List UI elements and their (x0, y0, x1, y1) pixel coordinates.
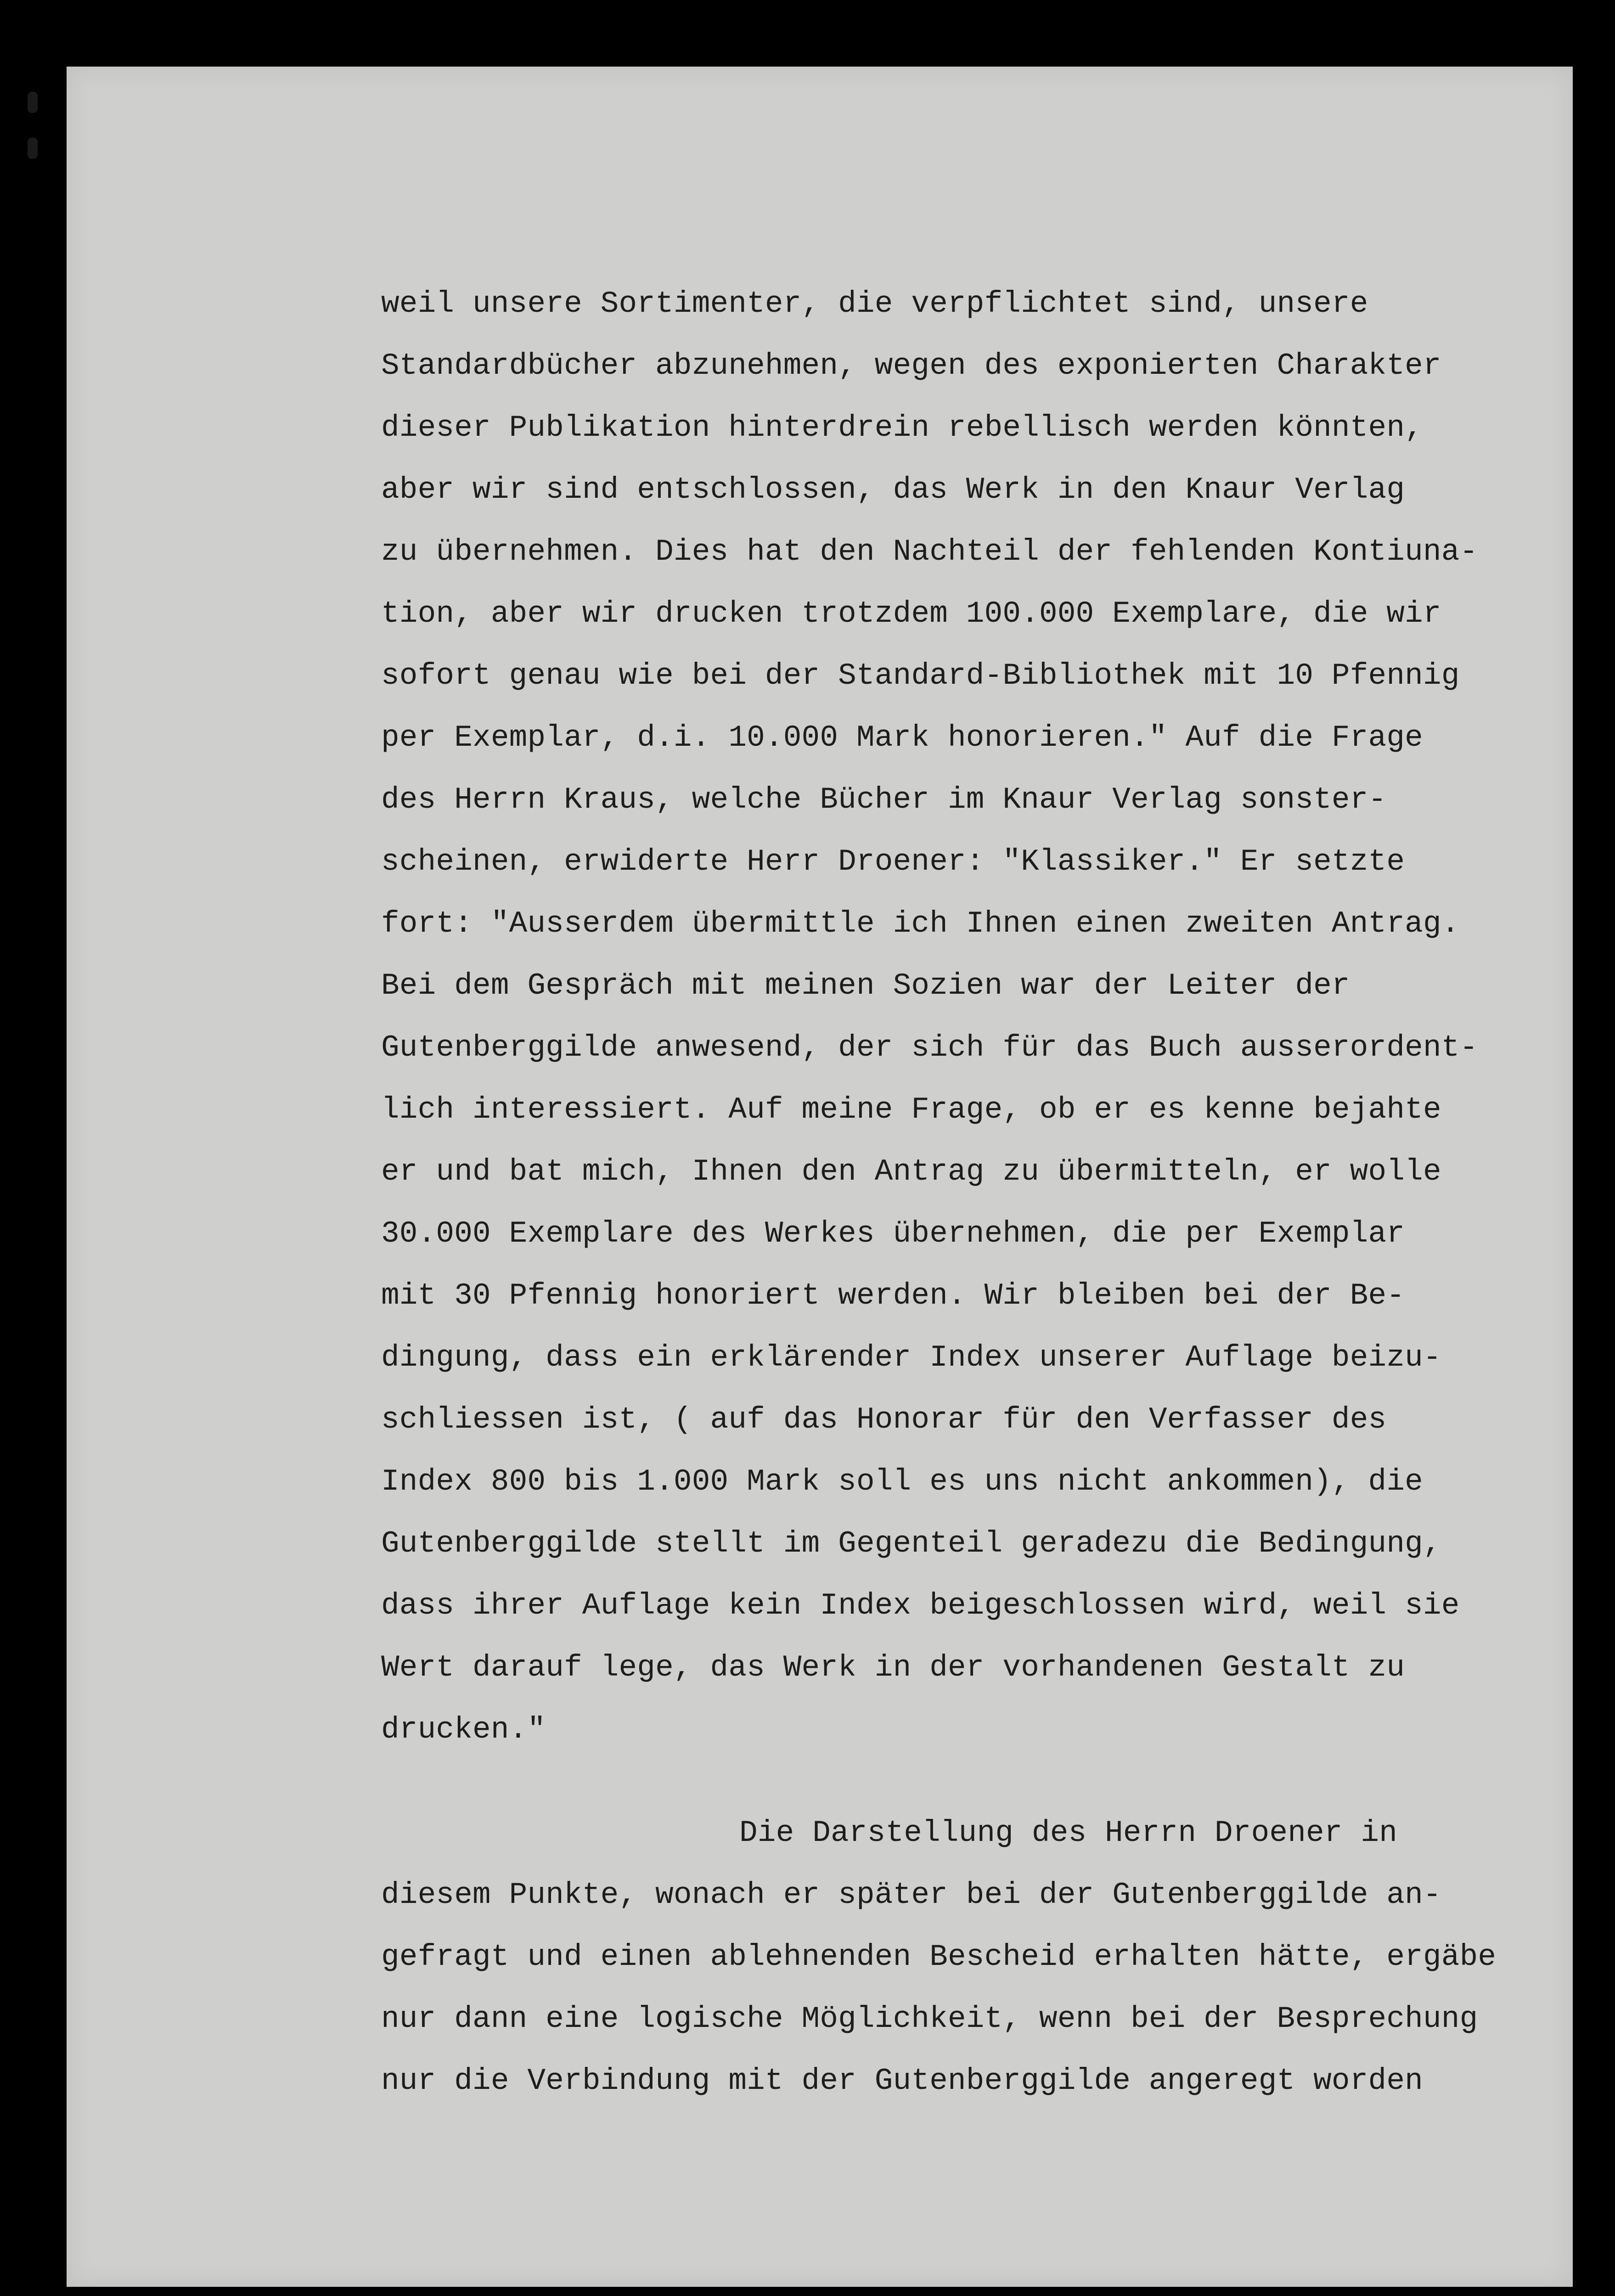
text-line: fort: "Ausserdem übermittle ich Ihnen einen zweiten Antrag. (381, 906, 1460, 941)
text-line: dieser Publikation hinterdrein rebellisch werden könnten, (381, 411, 1423, 445)
text-line: scheinen, erwiderte Herr Droener: "Klassiker." Er setzte (381, 844, 1405, 879)
text-line: schliessen ist, ( auf das Honorar für den Verfasser des (381, 1402, 1387, 1437)
text-line: 30.000 Exemplare des Werkes übernehmen, die per Exemplar (381, 1216, 1405, 1251)
text-line: Wert darauf lege, das Werk in der vorhandenen Gestalt zu (381, 1650, 1405, 1685)
text-line: nur dann eine logische Möglichkeit, wenn bei der Besprechung (381, 2002, 1478, 2036)
text-line: Gutenberggilde stellt im Gegenteil geradezu die Bedingung, (381, 1526, 1441, 1561)
text-line: sofort genau wie bei der Standard-Bibliothek mit 10 Pfennig (381, 658, 1460, 693)
text-line: nur die Verbindung mit der Gutenberggilde angeregt worden (381, 2064, 1423, 2098)
text-line: lich interessiert. Auf meine Frage, ob er es kenne bejahte (381, 1092, 1441, 1127)
text-line: mit 30 Pfennig honoriert werden. Wir bleiben bei der Be- (381, 1278, 1405, 1313)
typewritten-text (381, 273, 1506, 2112)
text-line: aber wir sind entschlossen, das Werk in den Knaur Verlag (381, 473, 1405, 507)
text-line: dass ihrer Auflage kein Index beigeschlossen wird, weil sie (381, 1588, 1460, 1623)
paragraph-1 (381, 273, 1506, 1761)
text-line: gefragt und einen ablehnenden Bescheid erhalten hätte, ergäbe (381, 1940, 1497, 1974)
text-line: weil unsere Sortimenter, die verpflichtet sind, unsere (381, 287, 1368, 321)
text-line: dingung, dass ein erklärender Index unserer Auflage beizu- (381, 1340, 1441, 1375)
text-line: Gutenberggilde anwesend, der sich für das Buch ausserordent- (381, 1030, 1478, 1065)
text-line: des Herrn Kraus, welche Bücher im Knaur Verlag sonster- (381, 782, 1387, 817)
text-line: Standardbücher abzunehmen, wegen des exponierten Charakter (381, 349, 1441, 383)
text-line: Index 800 bis 1.000 Mark soll es uns nicht ankommen), die (381, 1464, 1423, 1499)
paragraph-2 (381, 1802, 1506, 2112)
text-line: tion, aber wir drucken trotzdem 100.000 Exemplare, die wir (381, 597, 1441, 631)
staple-mark (28, 138, 38, 159)
text-line: Bei dem Gespräch mit meinen Sozien war der Leiter der (381, 968, 1350, 1003)
text-line: er und bat mich, Ihnen den Antrag zu übermitteln, er wolle (381, 1154, 1441, 1189)
text-line: Die Darstellung des Herrn Droener in (739, 1816, 1398, 1850)
text-line: zu übernehmen. Dies hat den Nachteil der fehlenden Kontiuna- (381, 535, 1478, 569)
text-line: per Exemplar, d.i. 10.000 Mark honorieren." Auf die Frage (381, 720, 1423, 755)
text-line: diesem Punkte, wonach er später bei der Gutenberggilde an- (381, 1878, 1441, 1912)
staple-mark (28, 92, 38, 113)
text-line: drucken." (381, 1712, 546, 1747)
